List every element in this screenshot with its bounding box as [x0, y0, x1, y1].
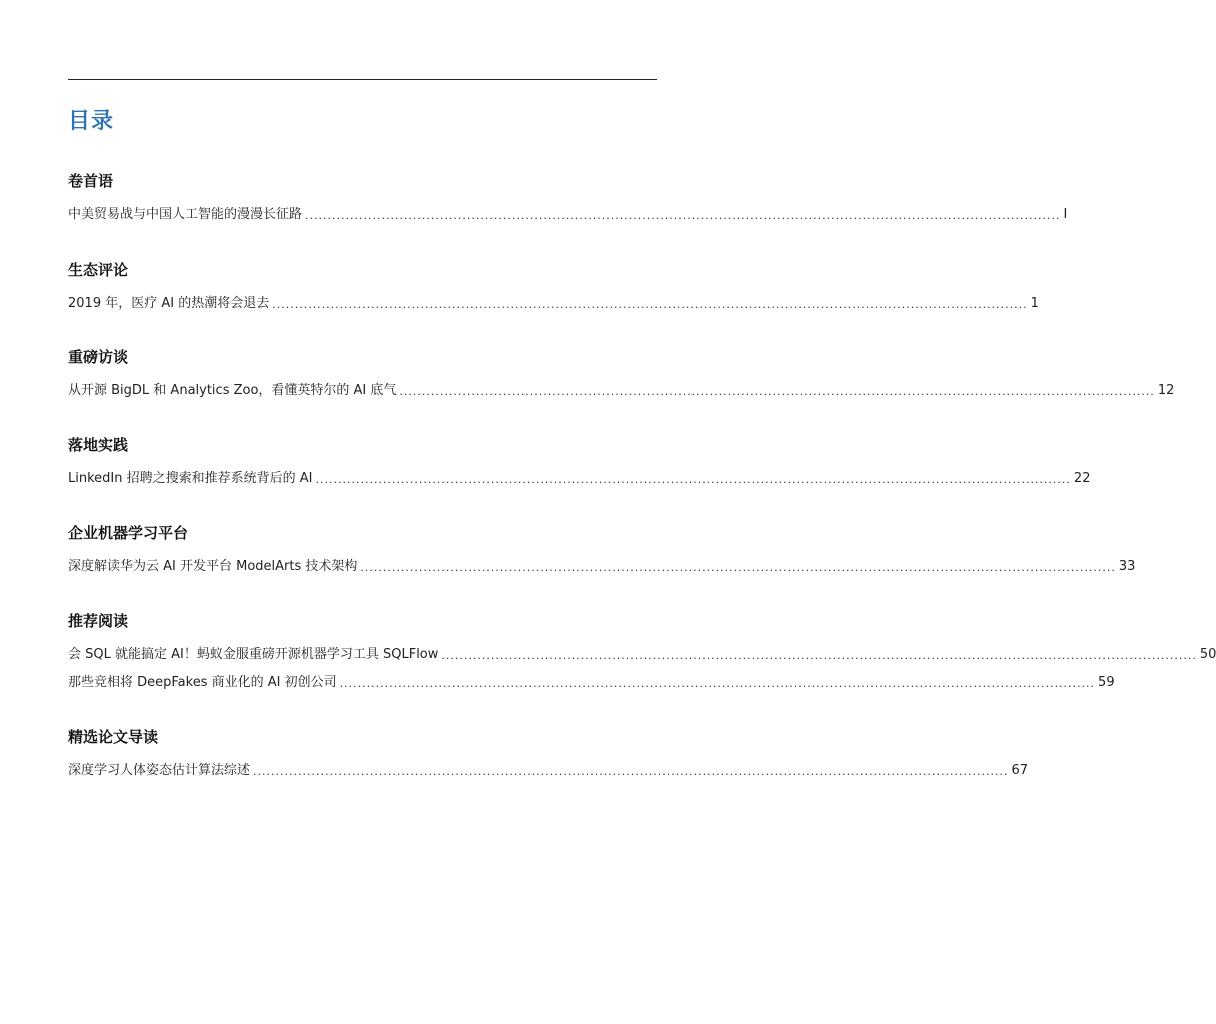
dot-leader: ........................................................................................................................................................................ [339, 677, 1096, 690]
page-title: 目录 [68, 109, 115, 134]
toc-entry-title: 那些竞相将 DeepFakes 商业化的 AI 初创公司 [68, 675, 337, 690]
toc-entry[interactable] [68, 760, 1028, 780]
toc-entry-title: 从开源 BigDL 和 Analytics Zoo，看懂英特尔的 AI 底气 [68, 383, 397, 398]
toc-entry[interactable] [68, 644, 1216, 664]
toc-entry[interactable] [68, 293, 1039, 313]
dot-leader: ........................................................................................................................................................................ [399, 385, 1155, 398]
toc-entry[interactable] [68, 672, 1115, 692]
toc-entry[interactable] [68, 468, 1091, 488]
toc-entry-page: 50 [1199, 647, 1216, 662]
toc-entry-page: 67 [1011, 763, 1028, 778]
dot-leader: ........................................................................................................................................................................ [360, 561, 1116, 574]
toc-entry-page: I [1063, 207, 1068, 222]
toc-entry-page: 1 [1030, 296, 1039, 311]
toc-entry[interactable] [68, 380, 1175, 400]
toc-entry-title: 2019 年，医疗 AI 的热潮将会退去 [68, 296, 270, 311]
section-heading-ml-platform: 企业机器学习平台 [68, 524, 189, 542]
toc-entry-title: 中美贸易战与中国人工智能的漫漫长征路 [68, 207, 303, 222]
toc-entry-page: 59 [1098, 675, 1115, 690]
toc-entry-page: 33 [1118, 559, 1136, 574]
dot-leader: ........................................................................................................................................................................ [305, 209, 1061, 222]
toc-entry[interactable] [68, 204, 1068, 224]
toc-entry-page: 22 [1073, 471, 1091, 486]
dot-leader: ........................................................................................................................................................................ [315, 473, 1071, 486]
toc-entry-page: 12 [1157, 383, 1175, 398]
header-rule [68, 79, 657, 80]
section-heading-preface: 卷首语 [68, 172, 114, 190]
section-heading-practice: 落地实践 [68, 436, 129, 454]
toc-entry[interactable] [68, 556, 1136, 576]
toc-entry-title: 深度学习人体姿态估计算法综述 [68, 763, 251, 778]
section-heading-ecosystem-review: 生态评论 [68, 261, 129, 279]
dot-leader: ........................................................................................................................................................................ [441, 649, 1197, 662]
section-heading-paper-guide: 精选论文导读 [68, 728, 159, 746]
dot-leader: ........................................................................................................................................................................ [253, 765, 1009, 778]
toc-entry-title: 深度解读华为云 AI 开发平台 ModelArts 技术架构 [68, 559, 358, 574]
dot-leader: ........................................................................................................................................................................ [272, 298, 1028, 311]
toc-entry-title: LinkedIn 招聘之搜索和推荐系统背后的 AI [68, 471, 313, 486]
section-heading-recommended-reading: 推荐阅读 [68, 612, 129, 630]
toc-entry-title: 会 SQL 就能搞定 AI！蚂蚁金服重磅开源机器学习工具 SQLFlow [68, 647, 439, 662]
section-heading-interview: 重磅访谈 [68, 348, 129, 366]
